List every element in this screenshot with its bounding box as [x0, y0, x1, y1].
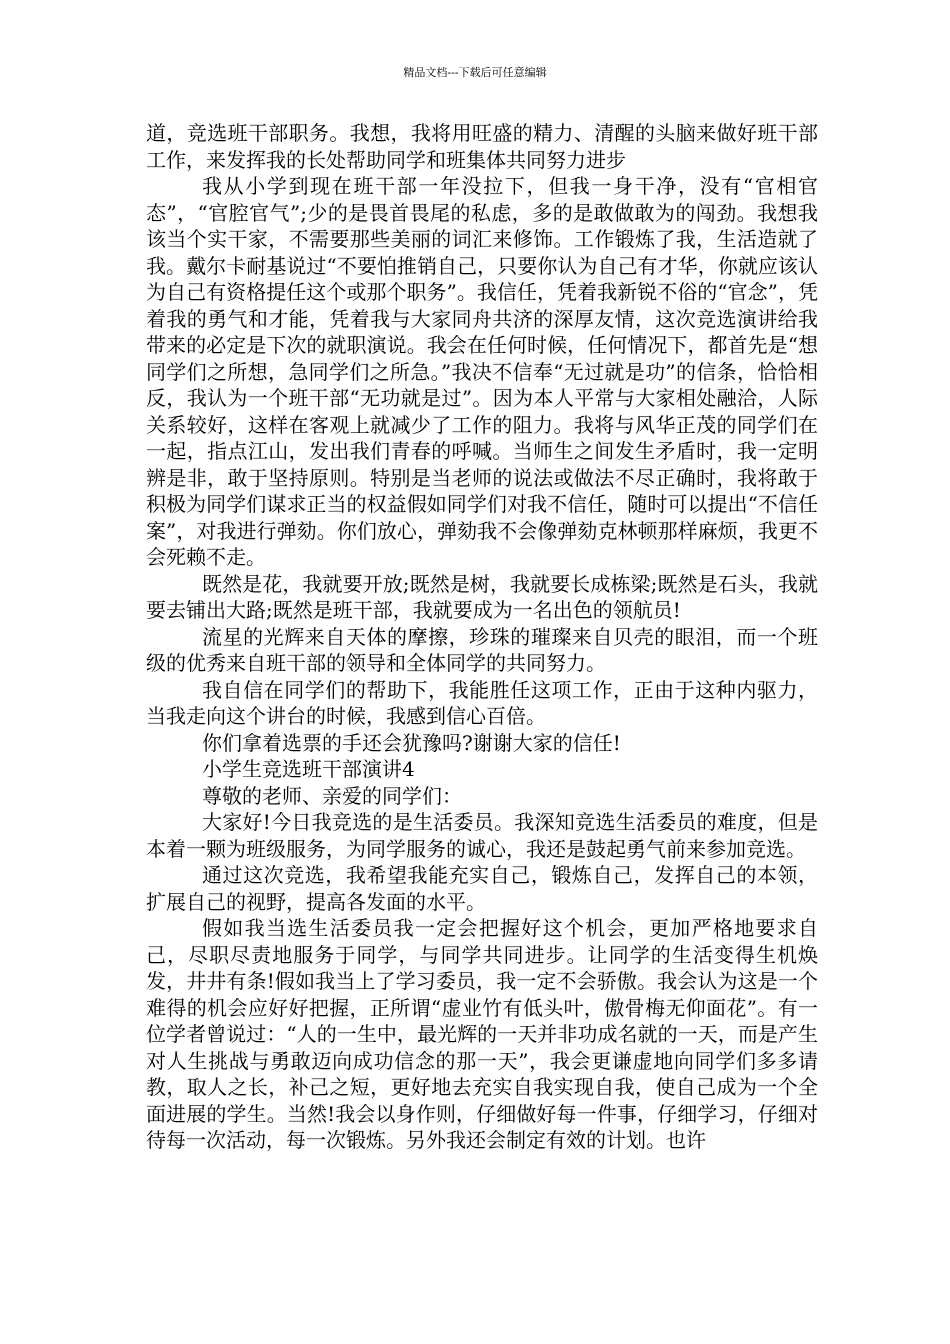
paragraph: 你们拿着选票的手还会犹豫吗?谢谢大家的信任!: [202, 730, 621, 755]
paragraph: 既然是花，我就要开放;既然是树，我就要长成栋梁;既然是石头，我就要去铺出大路;既然是班干部，我就要成为一名出色的领航员!: [146, 571, 818, 622]
paragraph: 我从小学到现在班干部一年没拉下，但我一身干净，没有“官相官态”，“官腔官气”;少的是畏首畏尾的私虑，多的是敢做敢为的闯劲。我想我该当个实干家，不需要那些美丽的词汇来修饰。工作锻炼了我，生活造就了我。戴尔卡耐基说过“不要怕推销自己，只要你认为自己有才华，你就应该认为自己有资格提任这个或那个职务”。我信任，凭着我新锐不俗的“官念”，凭着我的勇气和才能，凭着我与大家同舟共济的深厚友情，这次竞选演讲给我带来的必定是下次的就职演说。我会在任何时候，任何情况下，都首先是“想同学们之所想，急同学们之所急。”我决不信奉“无过就是功”的信条，恰恰相反，我认为一个班干部“无功就是过”。因为本人平常与大家相处融洽，人际关系较好，这样在客观上就减少了工作的阻力。我将与风华正茂的同学们在一起，指点江山，发出我们青春的呼喊。当师生之间发生矛盾时，我一定明辨是非，敢于坚持原则。特别是当老师的说法或做法不尽正确时，我将敢于积极为同学们谋求正当的权益假如同学们对我不信任，随时可以提出“不信任案”，对我进行弹劾。你们放心，弹劾我不会像弹劾克林顿那样麻烦，我更不会死赖不走。: [146, 174, 818, 569]
section-title: 小学生竞选班干部演讲4: [202, 757, 415, 781]
paragraph: 通过这次竞选，我希望我能充实自己，锻炼自己，发挥自己的本领，扩展自己的视野，提高各发面的水平。: [146, 863, 818, 914]
paragraph: 大家好!今日我竞选的是生活委员。我深知竞选生活委员的难度，但是本着一颗为班级服务，为同学服务的诚心，我还是鼓起勇气前来参加竞选。: [146, 810, 818, 861]
paragraph: 我自信在同学们的帮助下，我能胜任这项工作，正由于这种内驱力，当我走向这个讲台的时候，我感到信心百倍。: [146, 677, 818, 728]
document-body: [146, 120, 818, 1154]
page-header: 精品文档---下载后可任意编辑: [403, 66, 547, 79]
paragraph: 流星的光辉来自天体的摩擦，珍珠的璀璨来自贝壳的眼泪，而一个班级的优秀来自班干部的领导和全体同学的共同努力。: [146, 624, 818, 675]
paragraph: 假如我当选生活委员我一定会把握好这个机会，更加严格地要求自己，尽职尽责地服务于同学，与同学共同进步。让同学的生活变得生机焕发，井井有条!假如我当上了学习委员，我一定不会骄傲。我会认为这是一个难得的机会应好好把握，正所谓“虚业竹有低头叶，傲骨梅无仰面花”。有一位学者曾说过：“人的一生中，最光辉的一天并非功成名就的一天，而是产生对人生挑战与勇敢迈向成功信念的那一天”，我会更谦虚地向同学们多多请教，取人之长，补己之短，更好地去充实自我实现自我，使自己成为一个全面进展的学生。当然!我会以身作则，仔细做好每一件事，仔细学习，仔细对待每一次活动，每一次锻炼。另外我还会制定有效的计划。也许: [146, 916, 818, 1152]
salutation: 尊敬的老师、亲爱的同学们：: [202, 783, 462, 808]
paragraph: 道，竞选班干部职务。我想，我将用旺盛的精力、清醒的头脑来做好班干部工作，来发挥我的长处帮助同学和班集体共同努力进步: [146, 121, 818, 172]
